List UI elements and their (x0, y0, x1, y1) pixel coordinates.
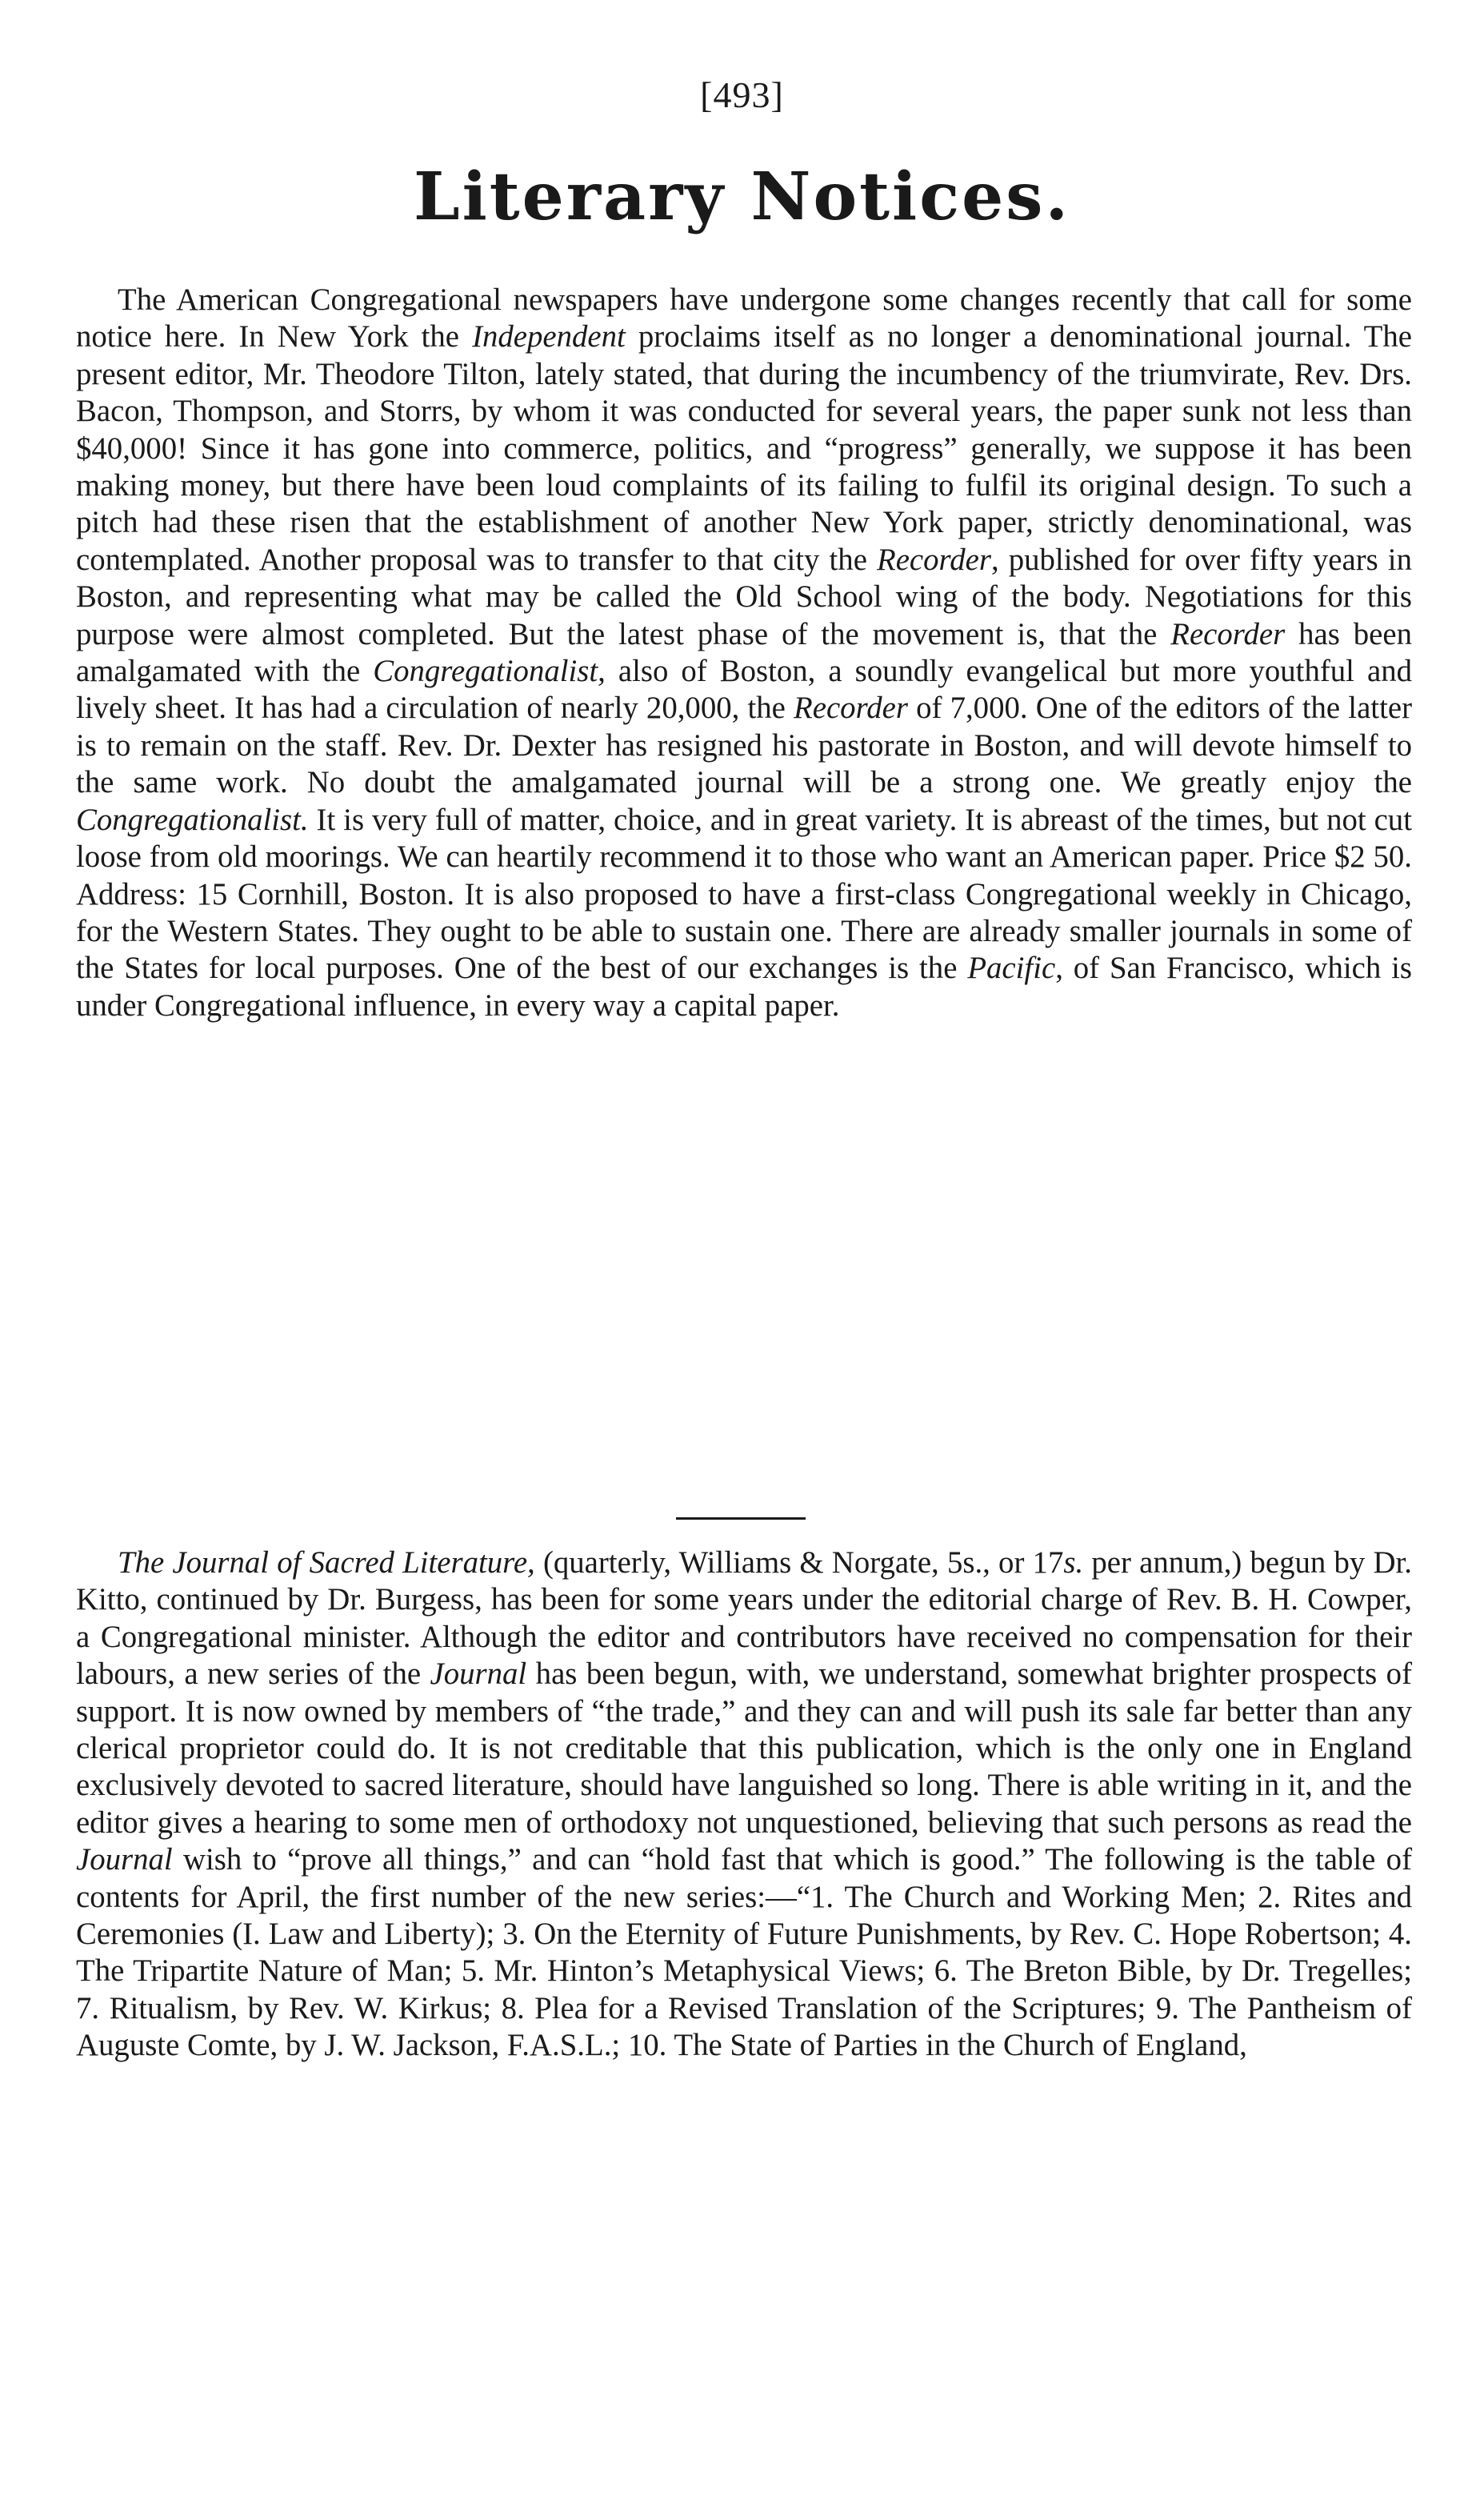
text-run: proclaims itself as no longer a denominational journal. The present editor, Mr. Theodore Tilton, lately stated, that during the incumbency of the triumvirate, Rev. Drs. Bacon, Thompson, and Storrs, by whom it was conducted for several years, the paper sunk not less than $40,000! Since it has gone into commerce, politics, and “progress” generally, we suppose it has been making money, but there have been loud complaints of its failing to fulfil its original design. To such a pitch had these risen that the establishment of another New York paper, strictly denominational, was contemplated. Another proposal was to transfer to that city the (76, 319, 1412, 577)
text-run: per annum,) begun by Dr. Kitto, continued by Dr. Burgess, has been for some years under the editorial charge of Rev. B. H. Cowper, a Congregational minister. Although the editor and contributors have received no compensation for their labours, a new series of the (76, 1545, 1412, 1692)
section-divider (676, 1517, 806, 1520)
title-recorder: Recorder (794, 691, 908, 726)
title-journal-of-sacred-literature: The Journal of Sacred Literature, (118, 1545, 535, 1580)
text-run: has been begun, with, we understand, somewhat brighter prospects of support. It is now owned by members of “the trade,” and they can and will push its sale far better than any clerical proprietor could do. It is not creditable that this publication, which is the only one in England exclusively devoted to sacred literature, should have languished so long. There is able writing in it, and the editor gives a hearing to some men of orthodoxy not unquestioned, believing that such persons as read the (76, 1657, 1412, 1840)
title-journal: Journal (76, 1842, 173, 1877)
text-run: wish to “prove all things,” and can “hold fast that which is good.” The following is the table of contents for April, the first number of the new series:—“1. The Church and Working Men; 2. Rites and Ceremonies (I. Law and Liberty); 3. On the Eternity of Future Punishments, by Rev. C. Hope Robertson; 4. The Tripartite Nature of Man; 5. Mr. Hinton’s Metaphysical Views; 6. The Breton Bible, by Dr. Tregelles; 7. Ritualism, by Rev. W. Kirkus; 8. Plea for a Revised Translation of the Scriptures; 9. The Pantheism of Auguste Comte, by J. W. Jackson, F.A.S.L.; 10. The State of Parties in the Church of England, (76, 1842, 1412, 2063)
text-run: (quarterly, Williams & Norgate, 5s., or 17 (534, 1545, 1064, 1580)
text-run: , published for over fifty years in Boston, and representing what may be called the Old School wing of the body. Negotiations for this purpose were almost completed. But the latest phase of the movement is, that the (76, 542, 1412, 651)
text-run: of 7,000. One of the editors of the latter is to remain on the staff. Rev. Dr. Dexter has resigned his pastorate in Boston, and will devote himself to the same work. No doubt the amalgamated journal will be a strong one. We greatly enjoy the (76, 691, 1412, 800)
section-heading: Literary Notices. (413, 158, 1071, 235)
text-run: , of San Francisco, which is under Congregational influence, in every way a capital paper. (76, 951, 1412, 1023)
shillings-abbrev: s. (1063, 1545, 1084, 1580)
title-recorder: Recorder (1170, 616, 1286, 651)
title-congregationalist: Congregationalist. (76, 802, 309, 837)
text-run: also of Boston, a soundly evangelical but more youthful and lively sheet. It has had a circulation of nearly 20,000, the (76, 654, 1412, 726)
title-recorder: Recorder (877, 542, 991, 577)
article-journal-of-sacred-literature (76, 1544, 1412, 2065)
text-run: It is very full of matter, choice, and in great variety. It is abreast of the times, but not cut loose from old moorings. We can heartily recommend it to those who want an American paper. Price $2 50. Address: 15 Cornhill, Boston. It is also proposed to have a first-class Congregational weekly in Chicago, for the Western States. They ought to be able to sustain one. There are already smaller journals in some of the States for local purposes. One of the best of our exchanges is the (76, 802, 1412, 986)
title-journal: Journal (430, 1657, 527, 1692)
text-run: The American Congregational newspapers have undergone some changes recently that call for some notice here. In New York the (76, 282, 1412, 355)
text-run: has been amalgamated with the (76, 616, 1412, 689)
title-congregationalist: Congregationalist, (373, 654, 606, 689)
title-independent: Independent (472, 319, 626, 355)
article-congregational-newspapers (76, 282, 1412, 1024)
page-number: [493] (700, 74, 784, 115)
title-pacific: Pacific (967, 951, 1056, 986)
